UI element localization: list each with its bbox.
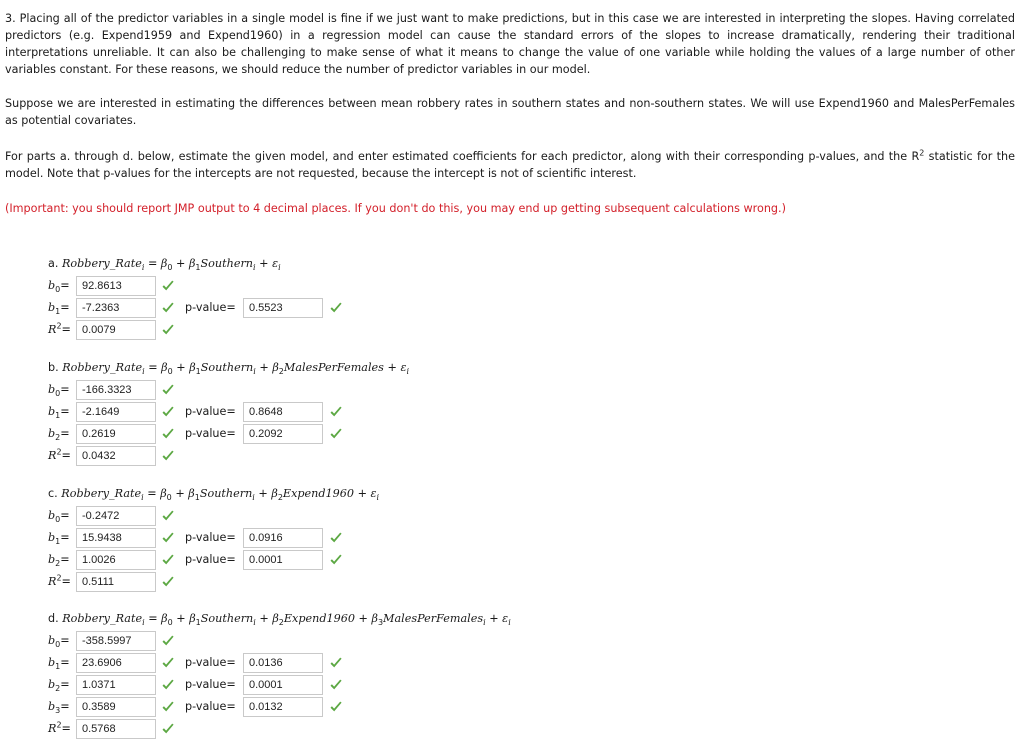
r-squared-label: $R^2=$ (48, 321, 71, 336)
r-squared-input[interactable]: 0.5768 (76, 719, 156, 739)
b0-input[interactable]: -166.3323 (76, 380, 156, 400)
coef-label: $b_0=$ (48, 634, 70, 650)
part-d (48, 608, 648, 740)
correct-check-icon (161, 678, 175, 692)
correct-check-icon (329, 405, 343, 419)
p-value-input[interactable]: 0.2092 (243, 424, 323, 444)
correct-check-icon (329, 301, 343, 315)
coef-label: $b_1=$ (48, 405, 70, 421)
part-a (48, 253, 648, 341)
intro-paragraph-2: Suppose we are interested in estimating the differences between mean robbery rates in southern states and non-southern states. We will use Expend1960 and MalesPerFemales as potential covariates. (5, 97, 1015, 127)
correct-check-icon (329, 553, 343, 567)
coef-label: $b_3=$ (48, 700, 70, 716)
intro-paragraph-3: For parts a. through d. below, estimate the given model, and enter estimated coefficients for each predictor, along with their corresponding p-values, and the $R^2$ statistic for the model. Note that p-values for the intercepts are not requested, because the intercept is not of scientific interest. (5, 148, 1015, 180)
b1-input[interactable]: -7.2363 (76, 298, 156, 318)
coef-row-b0 (48, 275, 648, 297)
correct-check-icon (161, 301, 175, 315)
coef-row-b2 (48, 674, 648, 696)
b0-input[interactable]: -0.2472 (76, 506, 156, 526)
r-squared-input[interactable]: 0.0432 (76, 446, 156, 466)
correct-check-icon (161, 700, 175, 714)
b1-input[interactable]: 23.6906 (76, 653, 156, 673)
correct-check-icon (161, 531, 175, 545)
p-value-label: p-value= (185, 531, 236, 544)
correct-check-icon (329, 531, 343, 545)
correct-check-icon (329, 656, 343, 670)
model-equation-d: d. Robbery_Rate$_i$ = $\beta_0$ + $\beta_1Southern_i$ + $\beta_2Expend1960$ + $\beta_3MalesPerFemales_i + \varepsilon_i$ (48, 612, 511, 628)
coef-label: $b_1=$ (48, 656, 70, 672)
coef-row-b1 (48, 297, 648, 319)
p-value-input[interactable]: 0.0916 (243, 528, 323, 548)
correct-check-icon (329, 427, 343, 441)
coef-label: $b_2=$ (48, 427, 70, 443)
r-squared-input[interactable]: 0.0079 (76, 320, 156, 340)
correct-check-icon (161, 427, 175, 441)
correct-check-icon (161, 553, 175, 567)
p-value-input[interactable]: 0.8648 (243, 402, 323, 422)
b1-input[interactable]: -2.1649 (76, 402, 156, 422)
p-value-input[interactable]: 0.0136 (243, 653, 323, 673)
correct-check-icon (329, 678, 343, 692)
b2-input[interactable]: 1.0371 (76, 675, 156, 695)
b3-input[interactable]: 0.3589 (76, 697, 156, 717)
r-squared-row (48, 571, 648, 593)
p-value-label: p-value= (185, 427, 236, 440)
r-squared-row (48, 445, 648, 467)
correct-check-icon (161, 323, 175, 337)
coef-label: $b_1=$ (48, 301, 70, 317)
p-value-label: p-value= (185, 656, 236, 669)
coef-row-b0 (48, 630, 648, 652)
r-squared-row (48, 319, 648, 341)
b1-input[interactable]: 15.9438 (76, 528, 156, 548)
correct-check-icon (161, 575, 175, 589)
p-value-label: p-value= (185, 405, 236, 418)
p-value-input[interactable]: 0.0001 (243, 550, 323, 570)
r-squared-input[interactable]: 0.5111 (76, 572, 156, 592)
b0-input[interactable]: -358.5997 (76, 631, 156, 651)
b2-input[interactable]: 1.0026 (76, 550, 156, 570)
p-value-label: p-value= (185, 700, 236, 713)
model-equation-c: c. Robbery_Rate$_i$ = $\beta_0$ + $\beta_1Southern_i$ + $\beta_2Expend1960 + \varepsilon_i$ (48, 487, 380, 503)
p-value-label: p-value= (185, 553, 236, 566)
r-squared-label: $R^2=$ (48, 573, 71, 588)
correct-check-icon (329, 700, 343, 714)
p-value-input[interactable]: 0.0132 (243, 697, 323, 717)
intro-paragraph-1: 3. Placing all of the predictor variables in a single model is fine if we just want to make predictions, but in this case we are interested in interpreting the slopes. Having correlated predictors (e.g. Expend1959 and Expend1960) in a regression model can cause the standard errors of the slopes to increase dramatically, rendering their traditional interpretations unreliable. It can also be challenging to make sense of what it means to change the value of one variable while holding the values of a large number of other variables constant. For these reasons, we should reduce the number of predictor variables in our model. (5, 12, 1015, 76)
correct-check-icon (161, 722, 175, 736)
coef-label: $b_2=$ (48, 678, 70, 694)
coef-label: $b_0=$ (48, 279, 70, 295)
r-squared-label: $R^2=$ (48, 720, 71, 735)
correct-check-icon (161, 383, 175, 397)
coef-label: $b_1=$ (48, 531, 70, 547)
coef-row-b0 (48, 379, 648, 401)
p-value-label: p-value= (185, 301, 236, 314)
b2-input[interactable]: 0.2619 (76, 424, 156, 444)
r-squared-row (48, 718, 648, 740)
coef-label: $b_0=$ (48, 383, 70, 399)
coef-row-b1 (48, 527, 648, 549)
correct-check-icon (161, 656, 175, 670)
coef-row-b1 (48, 652, 648, 674)
model-equation-a: a. Robbery_Rate$_i$ = $\beta_0$ + $\beta_1Southern_i + \varepsilon_i$ (48, 257, 281, 273)
important-note: (Important: you should report JMP output to 4 decimal places. If you don't do this, you may end up getting subsequent calculations wrong.) (5, 202, 786, 215)
part-b (48, 357, 648, 467)
part-c (48, 483, 648, 593)
correct-check-icon (161, 405, 175, 419)
correct-check-icon (161, 634, 175, 648)
p-value-label: p-value= (185, 678, 236, 691)
coef-label: $b_0=$ (48, 509, 70, 525)
correct-check-icon (161, 279, 175, 293)
r-squared-label: $R^2=$ (48, 447, 71, 462)
b0-input[interactable]: 92.8613 (76, 276, 156, 296)
correct-check-icon (161, 449, 175, 463)
p-value-input[interactable]: 0.5523 (243, 298, 323, 318)
coef-row-b3 (48, 696, 648, 718)
coef-label: $b_2=$ (48, 553, 70, 569)
coef-row-b2 (48, 423, 648, 445)
model-equation-b: b. Robbery_Rate$_i$ = $\beta_0$ + $\beta_1Southern_i$ + $\beta_2MalesPerFemales + \varepsilon_i$ (48, 361, 410, 377)
coef-row-b2 (48, 549, 648, 571)
coef-row-b0 (48, 505, 648, 527)
p-value-input[interactable]: 0.0001 (243, 675, 323, 695)
coef-row-b1 (48, 401, 648, 423)
correct-check-icon (161, 509, 175, 523)
